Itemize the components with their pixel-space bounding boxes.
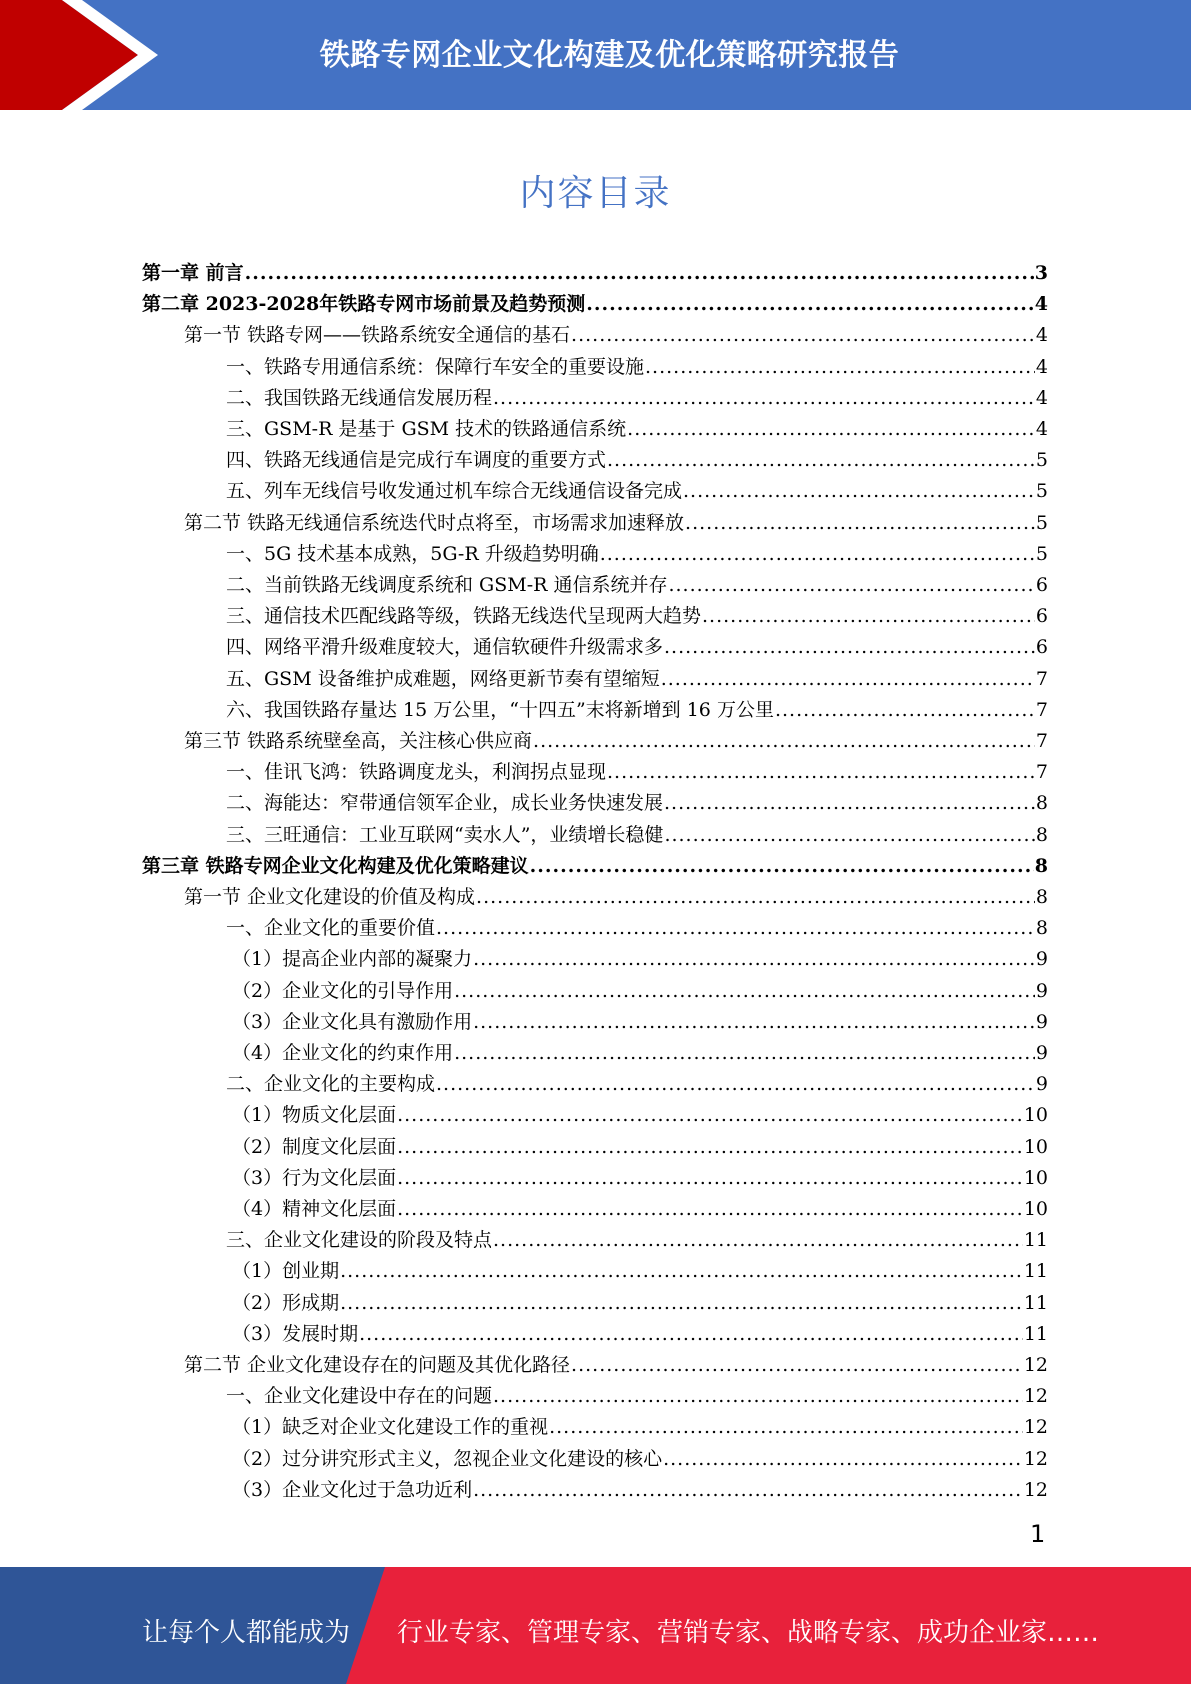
toc-entry[interactable] (184, 878, 1048, 909)
toc-leader-dots (775, 698, 1035, 722)
toc-leader-dots (661, 667, 1035, 691)
toc-entry-page: 4 (1035, 355, 1048, 378)
toc-entry-title: （2）过分讲究形式主义，忽视企业文化建设的核心 (232, 1447, 663, 1470)
toc-entry-title: （3）企业文化过于急功近利 (232, 1478, 473, 1501)
toc-entry-page: 8 (1035, 792, 1048, 815)
toc-entry[interactable] (232, 1471, 1048, 1502)
toc-leader-dots (530, 854, 1034, 878)
toc-entry-page: 12 (1023, 1478, 1048, 1501)
toc-leader-dots (340, 1291, 1023, 1315)
toc-entry-title: （1）缺乏对企业文化建设工作的重视 (232, 1416, 549, 1439)
toc-entry-page: 12 (1023, 1447, 1048, 1470)
toc-entry[interactable] (232, 1284, 1048, 1315)
toc-entry-title: 二、我国铁路无线通信发展历程 (226, 386, 493, 409)
toc-leader-dots (702, 604, 1035, 628)
toc-entry-title: 四、网络平滑升级难度较大，通信软硬件升级需求多 (226, 636, 664, 659)
toc-entry-page: 10 (1023, 1104, 1048, 1127)
toc-leader-dots (493, 1228, 1023, 1252)
toc-entry-title: 五、GSM 设备维护成难题，网络更新节奏有望缩短 (226, 667, 660, 690)
toc-entry[interactable] (226, 660, 1048, 691)
toc-leader-dots (664, 635, 1035, 659)
toc-entry-title: （2）形成期 (232, 1291, 340, 1314)
toc-entry-title: （1）提高企业内部的凝聚力 (232, 948, 473, 971)
toc-entry[interactable] (232, 1128, 1048, 1159)
toc-entry-title: 一、佳讯飞鸿：铁路调度龙头，利润拐点显现 (226, 761, 607, 784)
toc-leader-dots (359, 1322, 1023, 1346)
toc-leader-dots (436, 1072, 1035, 1096)
toc-entry[interactable] (226, 348, 1048, 379)
toc-entry-title: 第二节 企业文化建设存在的问题及其优化路径 (184, 1354, 571, 1376)
toc-entry[interactable] (232, 1034, 1048, 1065)
toc-entry[interactable] (232, 1096, 1048, 1127)
toc-entry-title: 一、铁路专用通信系统：保障行车安全的重要设施 (226, 355, 645, 378)
toc-entry-page: 9 (1035, 1010, 1048, 1033)
toc-leader-dots (493, 386, 1035, 410)
toc-leader-dots (645, 355, 1035, 379)
toc-entry[interactable] (232, 972, 1048, 1003)
toc-leader-dots (454, 979, 1035, 1003)
toc-leader-dots (549, 1415, 1023, 1439)
toc-leader-dots (397, 1135, 1023, 1159)
toc-title: 内容目录 (519, 173, 672, 214)
toc-entry-title: （2）企业文化的引导作用 (232, 979, 454, 1002)
toc-entry-title: 二、海能达：窄带通信领军企业，成长业务快速发展 (226, 792, 664, 815)
toc-entry[interactable] (226, 1065, 1048, 1096)
toc-entry-page: 8 (1035, 886, 1048, 908)
toc-entry[interactable] (226, 628, 1048, 659)
toc-entry-page: 8 (1035, 823, 1048, 846)
toc-entry-page: 9 (1035, 979, 1048, 1002)
page-number: 1 (1030, 1520, 1046, 1548)
toc-entry-title: （3）行为文化层面 (232, 1166, 397, 1189)
toc-entry[interactable] (184, 722, 1048, 753)
toc-leader-dots (397, 1103, 1023, 1127)
toc-entry-title: 第一章 前言 (142, 262, 244, 284)
toc-entry[interactable] (226, 753, 1048, 784)
toc-entry-page: 7 (1035, 698, 1048, 721)
toc-leader-dots (571, 1353, 1023, 1377)
toc-entry[interactable] (232, 1315, 1048, 1346)
toc-entry-page: 4 (1035, 418, 1048, 440)
toc-entry[interactable] (226, 1221, 1048, 1252)
toc-entry[interactable] (142, 285, 1048, 316)
toc-entry[interactable] (232, 1408, 1048, 1439)
toc-entry-page: 4 (1034, 293, 1048, 316)
toc-leader-dots (664, 823, 1034, 847)
toc-entry[interactable] (226, 441, 1048, 472)
toc-leader-dots (664, 791, 1035, 815)
toc-entry-page: 12 (1023, 1354, 1048, 1376)
toc-entry[interactable] (226, 691, 1048, 722)
toc-entry[interactable] (232, 1440, 1048, 1471)
toc-entry[interactable] (142, 254, 1048, 285)
footer-slogan-right: 行业专家、管理专家、营销专家、战略专家、成功企业家…… (397, 1618, 1100, 1648)
toc-entry-title: 三、企业文化建设的阶段及特点 (226, 1229, 493, 1252)
toc-entry-page: 5 (1035, 511, 1048, 534)
toc-entry-title: 第三章 铁路专网企业文化构建及优化策略建议 (142, 854, 529, 877)
toc-leader-dots (683, 479, 1035, 503)
toc-leader-dots (607, 760, 1035, 784)
toc-entry-title: （2）制度文化层面 (232, 1135, 397, 1158)
toc-entry-page: 5 (1035, 449, 1048, 472)
toc-entry-title: （4）企业文化的约束作用 (232, 1042, 454, 1064)
footer-slogan-left: 让每个人都能成为 (142, 1618, 351, 1648)
toc-entry-page: 7 (1035, 667, 1048, 690)
toc-leader-dots (586, 292, 1034, 316)
toc-entry[interactable] (226, 472, 1048, 503)
toc-entry-page: 11 (1023, 1291, 1048, 1314)
toc-leader-dots (668, 573, 1034, 597)
toc-entry[interactable] (226, 909, 1048, 940)
toc-entry-title: 第二章 2023-2028年铁路专网市场前景及趋势预测 (142, 293, 586, 316)
toc-entry[interactable] (226, 379, 1048, 410)
toc-entry-title: 四、铁路无线通信是完成行车调度的重要方式 (226, 449, 607, 472)
toc-entry[interactable] (184, 504, 1048, 535)
toc-leader-dots (476, 885, 1035, 909)
toc-leader-dots (533, 729, 1035, 753)
toc-entry-page: 12 (1023, 1416, 1048, 1439)
toc-entry-title: 三、GSM-R 是基于 GSM 技术的铁路通信系统 (226, 418, 627, 440)
toc-leader-dots (607, 448, 1035, 472)
toc-entry-title: 第一节 企业文化建设的价值及构成 (184, 886, 476, 908)
toc-entry-title: 第二节 铁路无线通信系统迭代时点将至，市场需求加速释放 (184, 511, 685, 534)
toc-entry[interactable] (232, 1190, 1048, 1221)
toc-leader-dots (397, 1166, 1023, 1190)
toc-entry-page: 6 (1035, 574, 1048, 596)
toc-entry-page: 4 (1035, 386, 1048, 409)
toc-leader-dots (473, 1010, 1035, 1034)
toc-entry-page: 10 (1023, 1135, 1048, 1158)
toc-entry-title: 一、5G 技术基本成熟，5G-R 升级趋势明确 (226, 542, 599, 565)
toc-entry-page: 3 (1034, 262, 1048, 284)
toc-entry-title: 二、企业文化的主要构成 (226, 1073, 436, 1096)
page-header (0, 0, 1191, 110)
toc-entry-title: 第三节 铁路系统壁垒高，关注核心供应商 (184, 730, 533, 752)
toc-entry-page: 11 (1023, 1229, 1048, 1252)
toc-leader-dots (571, 323, 1035, 347)
toc-entry-title: 三、通信技术匹配线路等级，铁路无线迭代呈现两大趋势 (226, 605, 702, 628)
toc-entry[interactable] (226, 1377, 1048, 1408)
toc-entry-title: （1）物质文化层面 (232, 1104, 397, 1127)
header-title: 铁路专网企业文化构建及优化策略研究报告 (319, 38, 900, 73)
toc-leader-dots (340, 1259, 1023, 1283)
toc-entry-page: 11 (1023, 1260, 1048, 1283)
toc-leader-dots (397, 1197, 1023, 1221)
toc-entry-title: 三、三旺通信：工业互联网“卖水人”，业绩增长稳健 (226, 823, 664, 846)
toc-entry-title: 六、我国铁路存量达 15 万公里，“十四五”末将新增到 16 万公里 (226, 698, 774, 721)
toc-entry[interactable] (226, 566, 1048, 597)
toc-entry-page: 5 (1035, 480, 1048, 503)
toc-entry[interactable] (226, 597, 1048, 628)
toc-entry-page: 9 (1035, 1042, 1048, 1064)
toc-entry-title: 一、企业文化的重要价值 (226, 917, 436, 940)
toc-entry[interactable] (226, 410, 1048, 441)
toc-leader-dots (473, 947, 1035, 971)
toc-entry-page: 10 (1023, 1198, 1048, 1220)
toc-entry-title: （1）创业期 (232, 1260, 340, 1283)
toc-leader-dots (685, 511, 1035, 535)
toc-entry[interactable] (142, 847, 1048, 878)
toc-entry[interactable] (184, 1346, 1048, 1377)
toc-entry-page: 6 (1035, 636, 1048, 659)
toc-leader-dots (454, 1041, 1035, 1065)
toc-entry[interactable] (232, 1252, 1048, 1283)
toc-entry[interactable] (226, 784, 1048, 815)
toc-entry[interactable] (232, 940, 1048, 971)
toc-entry-title: 二、当前铁路无线调度系统和 GSM-R 通信系统并存 (226, 574, 668, 596)
toc-leader-dots (436, 916, 1035, 940)
toc-entry-title: 一、企业文化建设中存在的问题 (226, 1385, 493, 1408)
toc-entry[interactable] (226, 816, 1048, 847)
toc-entry-page: 4 (1035, 324, 1048, 347)
toc-leader-dots (663, 1447, 1023, 1471)
toc-leader-dots (627, 417, 1035, 441)
toc-entry-page: 7 (1035, 730, 1048, 752)
toc-leader-dots (600, 542, 1035, 566)
toc-leader-dots (493, 1384, 1023, 1408)
toc-entry-page: 11 (1023, 1322, 1048, 1345)
toc-entry-title: （3）企业文化具有激励作用 (232, 1010, 473, 1033)
toc-entry[interactable] (184, 316, 1048, 347)
toc-entry-page: 10 (1023, 1166, 1048, 1189)
toc-entry[interactable] (232, 1003, 1048, 1034)
toc-entry-title: （4）精神文化层面 (232, 1198, 397, 1220)
toc-entry-page: 6 (1035, 605, 1048, 628)
toc-entry[interactable] (232, 1159, 1048, 1190)
toc-entry-page: 9 (1035, 948, 1048, 971)
toc-entry-title: （3）发展时期 (232, 1322, 359, 1345)
toc-entry-title: 第一节 铁路专网——铁路系统安全通信的基石 (184, 324, 571, 347)
toc-entry[interactable] (226, 535, 1048, 566)
toc-entry-page: 8 (1034, 854, 1048, 877)
toc-entry-page: 8 (1035, 917, 1048, 940)
toc-entry-page: 9 (1035, 1073, 1048, 1096)
toc-leader-dots (473, 1478, 1023, 1502)
toc-entry-page: 5 (1035, 542, 1048, 565)
page-footer (0, 1567, 1191, 1684)
toc-entry-page: 12 (1023, 1385, 1048, 1408)
toc-entry-title: 五、列车无线信号收发通过机车综合无线通信设备完成 (226, 480, 683, 503)
toc-entry-page: 7 (1035, 761, 1048, 784)
toc-leader-dots (245, 261, 1034, 285)
